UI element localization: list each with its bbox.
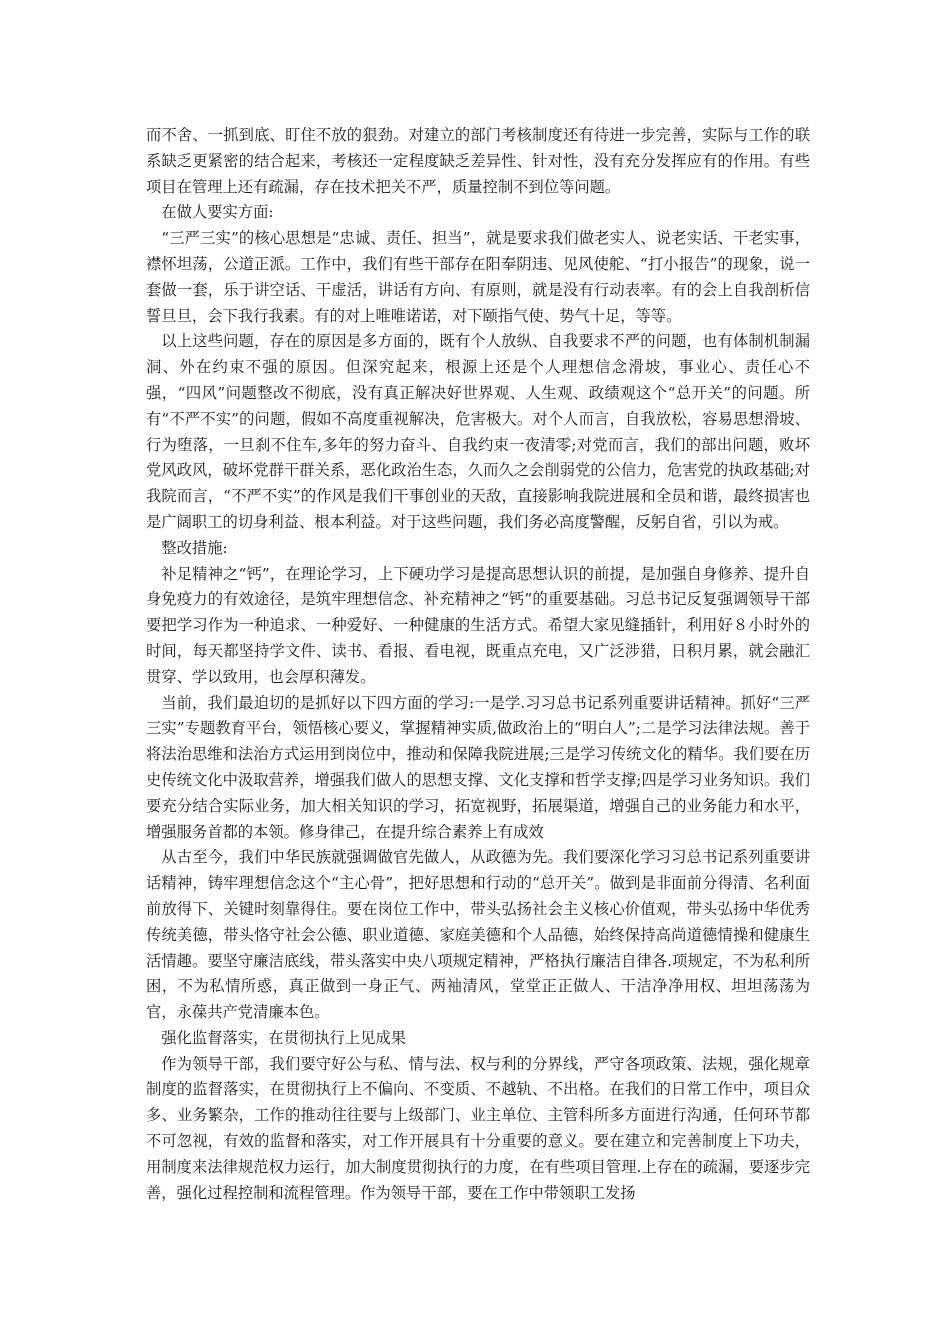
section-heading-measures: 整改措施: <box>161 538 228 557</box>
paragraph-four-areas: 当前，我们最迫切的是抓好以下四方面的学习:一是学.习习总书记系列重要讲话精神。抓好“三严三实”专题教育平台，领悟核心要义，掌握精神实质,做政治上的“明白人”;二是学习法律法规。善于将法治思维和法治方式运用到岗位中，推动和保障我院进展;三是学习传统文化的精华。我们要在历史传统文化中汲取营养，增强我们做人的思想支撑、文化支撑和哲学支撑;四是学习业务知识。我们要充分结合实际业务，加大相关知识的学习，拓宽视野，拓展渠道，增强自己的业务能力和水平，增强服务首都的本领。修身律己，在提升综合素养上有成效 <box>146 693 810 841</box>
paragraph-supervision: 作为领导干部，我们要守好公与私、情与法、权与利的分界线，严守各项政策、法规，强化规章制度的监督落实，在贯彻执行上不偏向、不变质、不越轨、不出格。在我们的日常工作中，项目众多、业务繁杂，工作的推动往往要与上级部门、业主单位、主管科所多方面进行沟通，任何环节都不可忽视，有效的监督和落实，对工作开展具有十分重要的意义。要在建立和完善制度上下功夫，用制度来法律规范权力运行，加大制度贯彻执行的力度，在有些项目管理.上存在的疏漏，要逐步完善，强化过程控制和流程管理。作为领导干部，要在工作中带领职工发扬 <box>146 1054 810 1202</box>
section-heading-conduct: 在做人要实方面: <box>161 203 274 222</box>
paragraph-three-stricts: “三严三实”的核心思想是“忠诚、责任、担当”，就是要求我们做老实人、说老实话、干老实事，襟怀坦荡，公道正派。工作中，我们有些干部存在阳奉阴违、见风使舵、“打小报告”的现象，说一套做一套，乐于讲空话、干虚活，讲话有方向、有原则，就是没有行动表率。有的会上自我剖析信誓旦旦，会下我行我素。有的对上唯唯诺诺，对下颐指气使、势气十足，等等。 <box>146 229 810 325</box>
paragraph-causes: 以上这些问题，存在的原因是多方面的，既有个人放纵、自我要求不严的问题，也有体制机制漏洞、外在约束不强的原因。但深究起来，根源上还是个人理想信念滑坡，事业心、责任心不强，“四风”问题整改不彻底，没有真正解决好世界观、人生观、政绩观这个“总开关”的问题。所有“不严不实”的问题，假如不高度重视解决，危害极大。对个人而言，自我放松，容易思想滑坡、行为堕落，一旦刹不住车,多年的努力奋斗、自我约束一夜清零;对党而言，我们的部出问题，败坏党风政风，破坏党群干群关系，恶化政治生态，久而久之会削弱党的公信力，危害党的执政基础;对我院而言，“不严不实”的作风是我们干事创业的天敌，直接影响我院进展和全员和谐，最终损害也是广阔职工的切身利益、根本利益。对于这些问题，我们务必高度警醒，反躬自省，引以为戒。 <box>146 332 810 531</box>
paragraph-continuation: 而不舍、一抓到底、盯住不放的狠劲。对建立的部门考核制度还有待进一步完善，实际与工作的联系缺乏更紧密的结合起来，考核还一定程度缺乏差异性、针对性，没有充分发挥应有的作用。有些项目在管理上还有疏漏，存在技术把关不严，质量控制不到位等问题。 <box>146 126 810 196</box>
paragraph-study: 补足精神之“钙”，在理论学习，上下硬功学习是提高思想认识的前提，是加强自身修养、提升自身免疫力的有效途径，是筑牢理想信念、补充精神之“钙”的重要基础。习总书记反复强调领导干部要把学习作为一种追求、一种爱好、一种健康的生活方式。希望大家见缝插针，利用好８小时外的时间，每天都坚持学文件、读书、看报、看电视，既重点充电，又广泛涉猎，日积月累，就会融汇贯穿、学以致用，也会厚积薄发。 <box>146 564 810 686</box>
document-body <box>146 123 810 1206</box>
paragraph-morality: 从古至今，我们中华民族就强调做官先做人，从政德为先。我们要深化学习习总书记系列重要讲话精神，铸牢理想信念这个“主心骨”，把好思想和行动的“总开关”。做到是非面前分得清、名利面前放得下、关键时刻靠得住。要在岗位工作中，带头弘扬社会主义核心价值观，带头弘扬中华优秀传统美德，带头恪守社会公德、职业道德、家庭美德和个人品德，始终保持高尚道德情操和健康生活情趣。要坚守廉洁底线，带头落实中央八项规定精神，严格执行廉洁自律各.项规定，不为私利所困，不为私情所惑，真正做到一身正气、两袖清风，堂堂正正做人、干洁净净用权、坦坦荡荡为官，永葆共产党清廉本色。 <box>146 848 810 1022</box>
section-heading-supervision: 强化监督落实，在贯彻执行上见成果 <box>161 1028 407 1047</box>
